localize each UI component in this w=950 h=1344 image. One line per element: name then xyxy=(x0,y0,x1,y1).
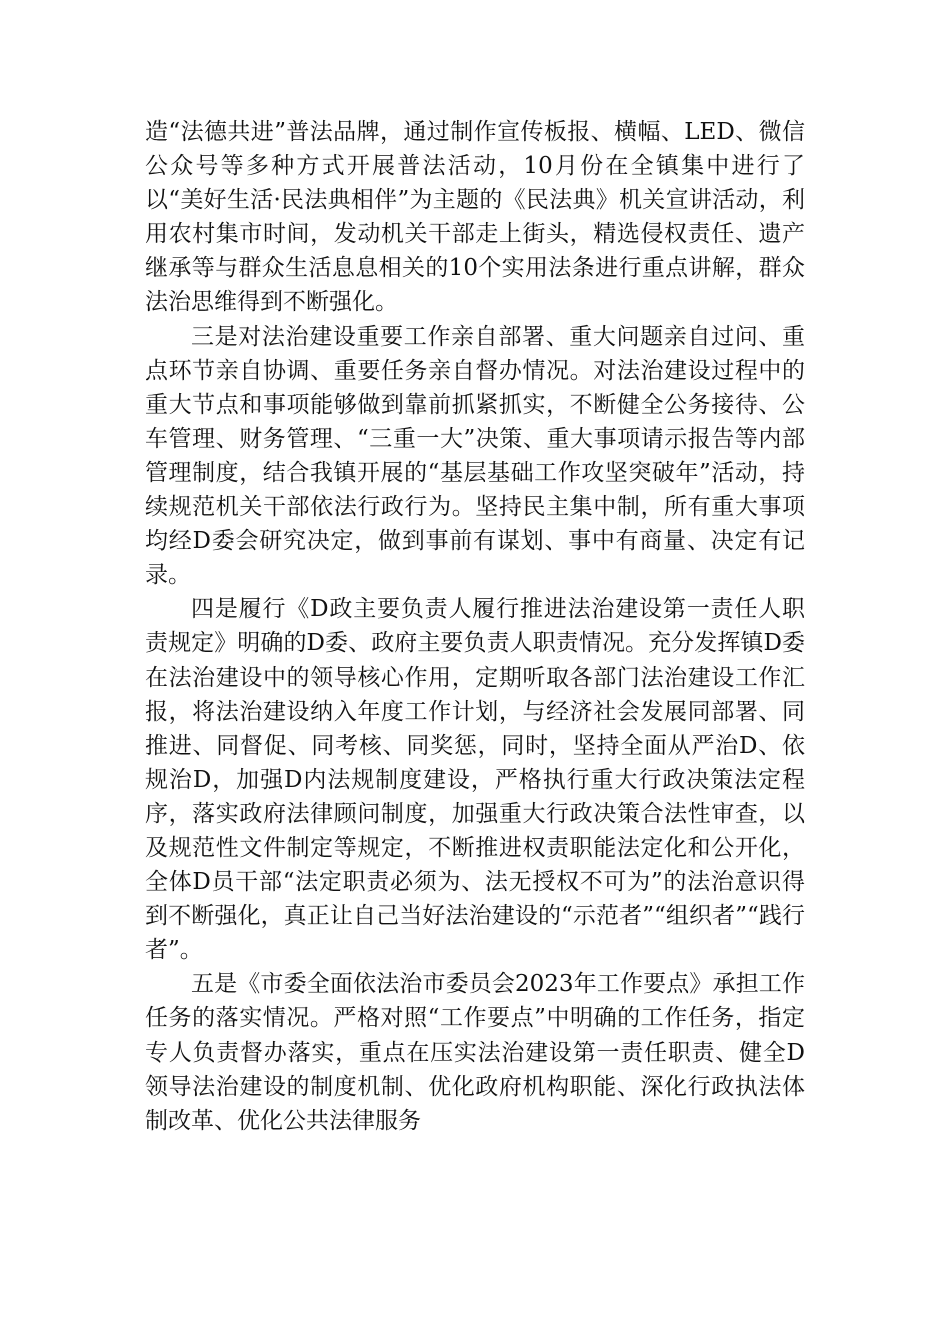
paragraph-item-three: 三是对法治建设重要工作亲自部署、重大问题亲自过问、重点环节亲自协调、重要任务亲自督办情况。对法治建设过程中的重大节点和事项能够做到靠前抓紧抓实，不断健全公务接待、公车管理、财务管理、“三重一大”决策、重大事项请示报告等内部管理制度，结合我镇开展的“基层基础工作攻坚突破年”活动，持续规范机关干部依法行政行为。坚持民主集中制，所有重大事项均经D委会研究决定，做到事前有谋划、事中有商量、决定有记录。 xyxy=(145,323,805,589)
paragraph-item-four: 四是履行《D政主要负责人履行推进法治建设第一责任人职责规定》明确的D委、政府主要负责人职责情况。充分发挥镇D委在法治建设中的领导核心作用，定期听取各部门法治建设工作汇报，将法治建设纳入年度工作计划，与经济社会发展同部署、同推进、同督促、同考核、同奖惩，同时，坚持全面从严治D、依规治D，加强D内法规制度建设，严格执行重大行政决策法定程序，落实政府法律顾问制度，加强重大行政决策合法性审查，以及规范性文件制定等规定，不断推进权责职能法定化和公开化，全体D员干部“法定职责必须为、法无授权不可为”的法治意识得到不断强化，真正让自己当好法治建设的“示范者”“组织者”“践行者”。 xyxy=(145,596,805,964)
paragraph-continuation: 造“法德共进”普法品牌，通过制作宣传板报、横幅、LED、微信公众号等多种方式开展普法活动，10月份在全镇集中进行了以“美好生活·民法典相伴”为主题的《民法典》机关宣讲活动，利用农村集市时间，发动机关干部走上街头，精选侵权责任、遗产继承等与群众生活息息相关的10个实用法条进行重点讲解，群众法治思维得到不断强化。 xyxy=(145,119,805,316)
paragraph-item-five: 五是《市委全面依法治市委员会2023年工作要点》承担工作任务的落实情况。严格对照“工作要点”中明确的工作任务，指定专人负责督办落实，重点在压实法治建设第一责任职责、健全D领导法治建设的制度机制、优化政府机构职能、深化行政执法体制改革、优化公共法律服务 xyxy=(145,971,805,1134)
document-body xyxy=(145,115,805,1138)
